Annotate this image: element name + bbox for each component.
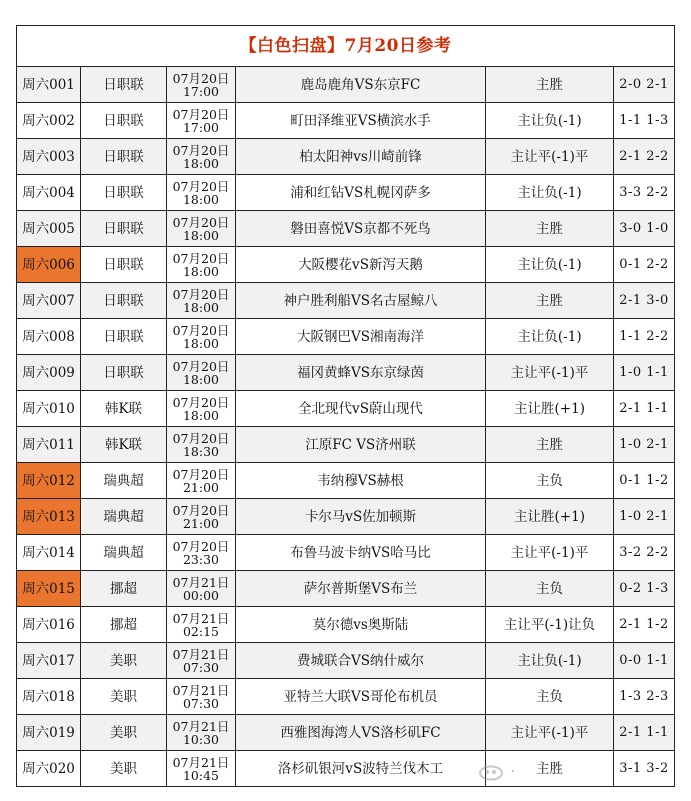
match-code: 周六020 [17,751,81,787]
match-code: 周六014 [17,535,81,571]
kickoff-cell [167,463,236,499]
kickoff-date: 07月21日 [172,610,230,626]
kickoff-date: 07月20日 [172,142,230,158]
match-teams: 神户胜利船VS名古屋鲸八 [236,283,486,319]
match-pick: 主让负(-1) [486,247,614,283]
kickoff-cell [167,67,236,103]
kickoff-cell [167,175,236,211]
kickoff-time: 18:30 [182,443,220,459]
match-code: 周六017 [17,643,81,679]
predicted-scores: 3-3 2-2 [614,175,675,211]
kickoff-date: 07月20日 [172,106,230,122]
table-row [17,463,675,499]
match-pick: 主负 [486,463,614,499]
kickoff-time: 18:00 [182,407,220,423]
match-pick: 主让负(-1) [486,175,614,211]
match-code: 周六004 [17,175,81,211]
kickoff-cell [167,499,236,535]
predicted-scores: 1-1 2-2 [614,319,675,355]
kickoff-time: 18:00 [182,335,220,351]
kickoff-date: 07月20日 [172,286,230,302]
match-pick: 主胜 [486,283,614,319]
match-teams: 韦纳穆VS赫根 [236,463,486,499]
match-teams: 洛杉矶银河vS波特兰伐木工 [236,751,486,787]
kickoff-time: 02:15 [182,623,220,639]
match-code: 周六010 [17,391,81,427]
kickoff-cell [167,715,236,751]
kickoff-cell [167,751,236,787]
match-teams: 卡尔马vS佐加顿斯 [236,499,486,535]
league-name: 美职 [81,643,167,679]
predicted-scores: 2-1 1-1 [614,391,675,427]
match-code: 周六006 [17,247,81,283]
kickoff-date: 07月20日 [172,430,230,446]
kickoff-date: 07月20日 [172,538,230,554]
match-code: 周六018 [17,679,81,715]
match-code: 周六007 [17,283,81,319]
predicted-scores: 3-2 2-2 [614,535,675,571]
kickoff-time: 18:00 [182,155,220,171]
match-teams: 西雅图海湾人VS洛杉矶FC [236,715,486,751]
match-pick: 主让胜(+1) [486,499,614,535]
match-pick: 主让平(-1)让负 [486,607,614,643]
kickoff-cell [167,607,236,643]
table-row [17,355,675,391]
kickoff-cell [167,139,236,175]
kickoff-date: 07月21日 [172,754,230,770]
predicted-scores: 1-1 1-3 [614,103,675,139]
predicted-scores: 2-1 2-2 [614,139,675,175]
predicted-scores: 2-1 1-2 [614,607,675,643]
kickoff-cell [167,103,236,139]
league-name: 日职联 [81,319,167,355]
predicted-scores: 3-0 1-0 [614,211,675,247]
match-teams: 莫尔德vs奥斯陆 [236,607,486,643]
kickoff-time: 10:45 [182,767,220,783]
match-code: 周六013 [17,499,81,535]
kickoff-date: 07月20日 [172,358,230,374]
league-name: 韩K联 [81,427,167,463]
match-teams: 费城联合VS纳什威尔 [236,643,486,679]
match-teams: 萨尔普斯堡VS布兰 [236,571,486,607]
match-teams: 大阪樱花vS新泻天鹅 [236,247,486,283]
kickoff-date: 07月20日 [172,178,230,194]
match-code: 周六003 [17,139,81,175]
league-name: 美职 [81,751,167,787]
kickoff-time: 18:00 [182,227,220,243]
kickoff-time: 10:30 [182,731,220,747]
predicted-scores: 2-1 1-1 [614,715,675,751]
match-code: 周六005 [17,211,81,247]
kickoff-time: 18:00 [182,371,220,387]
kickoff-time: 23:30 [182,551,220,567]
kickoff-date: 07月20日 [172,502,230,518]
match-code: 周六009 [17,355,81,391]
sheet-title: 【白色扫盘】7月20日参考 [17,26,675,67]
match-pick: 主让负(-1) [486,103,614,139]
kickoff-time: 07:30 [182,659,220,675]
league-name: 日职联 [81,283,167,319]
match-pick: 主胜 [486,751,614,787]
predicted-scores: 1-0 2-1 [614,427,675,463]
match-pick: 主让平(-1)平 [486,355,614,391]
kickoff-cell [167,247,236,283]
match-teams: 柏太阳神vs川崎前锋 [236,139,486,175]
match-teams: 鹿岛鹿角VS东京FC [236,67,486,103]
table-row [17,499,675,535]
match-pick: 主让平(-1)平 [486,139,614,175]
kickoff-cell [167,283,236,319]
league-name: 日职联 [81,103,167,139]
kickoff-time: 00:00 [182,587,220,603]
watermark-text: · [510,762,518,782]
kickoff-cell [167,535,236,571]
kickoff-cell [167,319,236,355]
kickoff-time: 18:00 [182,263,220,279]
kickoff-time: 07:30 [182,695,220,711]
match-pick: 主胜 [486,211,614,247]
kickoff-date: 07月20日 [172,394,230,410]
match-pick: 主胜 [486,427,614,463]
match-pick: 主胜 [486,67,614,103]
table-row [17,103,675,139]
kickoff-cell [167,427,236,463]
table-row [17,643,675,679]
kickoff-cell [167,355,236,391]
kickoff-date: 07月21日 [172,718,230,734]
table-row [17,319,675,355]
kickoff-cell [167,211,236,247]
kickoff-date: 07月20日 [172,250,230,266]
predicted-scores: 1-0 1-1 [614,355,675,391]
league-name: 日职联 [81,355,167,391]
kickoff-cell [167,643,236,679]
predicted-scores: 0-0 1-1 [614,643,675,679]
kickoff-date: 07月20日 [172,214,230,230]
table-row [17,427,675,463]
kickoff-date: 07月20日 [172,322,230,338]
match-teams: 福冈黄蜂VS东京绿茵 [236,355,486,391]
kickoff-time: 18:00 [182,299,220,315]
match-pick: 主让平(-1)平 [486,535,614,571]
match-teams: 全北现代vS蔚山现代 [236,391,486,427]
league-name: 挪超 [81,571,167,607]
tips-sheet [16,25,674,787]
match-pick: 主让负(-1) [486,643,614,679]
kickoff-date: 07月20日 [172,466,230,482]
table-row [17,607,675,643]
match-code: 周六019 [17,715,81,751]
league-name: 挪超 [81,607,167,643]
kickoff-time: 17:00 [182,119,220,135]
match-code: 周六016 [17,607,81,643]
league-name: 韩K联 [81,391,167,427]
match-teams: 大阪钢巴VS湘南海洋 [236,319,486,355]
table-row [17,535,675,571]
league-name: 日职联 [81,67,167,103]
kickoff-date: 07月21日 [172,574,230,590]
table-row [17,67,675,103]
table-row [17,139,675,175]
kickoff-date: 07月20日 [172,70,230,86]
match-code: 周六008 [17,319,81,355]
predicted-scores: 2-0 2-1 [614,67,675,103]
match-pick: 主负 [486,571,614,607]
league-name: 瑞典超 [81,463,167,499]
match-pick: 主负 [486,679,614,715]
league-name: 日职联 [81,175,167,211]
kickoff-date: 07月21日 [172,646,230,662]
match-teams: 浦和红钻VS札幌冈萨多 [236,175,486,211]
league-name: 日职联 [81,247,167,283]
match-teams: 江原FC VS济州联 [236,427,486,463]
predicted-scores: 1-0 2-1 [614,499,675,535]
league-name: 美职 [81,715,167,751]
predicted-scores: 1-3 2-3 [614,679,675,715]
table-row [17,175,675,211]
watermark [478,752,668,792]
league-name: 瑞典超 [81,535,167,571]
kickoff-date: 07月21日 [172,682,230,698]
tips-table [16,25,675,787]
table-row [17,391,675,427]
match-teams: 布鲁马波卡纳VS哈马比 [236,535,486,571]
match-code: 周六015 [17,571,81,607]
league-name: 日职联 [81,139,167,175]
kickoff-cell [167,571,236,607]
table-row [17,283,675,319]
kickoff-time: 21:00 [182,479,220,495]
match-code: 周六002 [17,103,81,139]
match-code: 周六012 [17,463,81,499]
match-code: 周六011 [17,427,81,463]
match-pick: 主让负(-1) [486,319,614,355]
table-row [17,715,675,751]
kickoff-cell [167,391,236,427]
title-row [17,26,675,67]
match-teams: 磐田喜悦VS京都不死鸟 [236,211,486,247]
predicted-scores: 3-1 3-2 [614,751,675,787]
kickoff-cell [167,679,236,715]
predicted-scores: 0-2 1-3 [614,571,675,607]
watermark-logo-icon [478,763,504,781]
predicted-scores: 2-1 3-0 [614,283,675,319]
table-row [17,679,675,715]
kickoff-time: 17:00 [182,83,220,99]
table-row [17,571,675,607]
match-code: 周六001 [17,67,81,103]
match-pick: 主让平(-1)平 [486,715,614,751]
predicted-scores: 0-1 1-2 [614,463,675,499]
match-teams: 町田泽维亚VS横滨水手 [236,103,486,139]
table-row [17,247,675,283]
match-teams: 亚特兰大联VS哥伦布机员 [236,679,486,715]
kickoff-time: 18:00 [182,191,220,207]
league-name: 瑞典超 [81,499,167,535]
table-row [17,211,675,247]
match-pick: 主让胜(+1) [486,391,614,427]
league-name: 日职联 [81,211,167,247]
predicted-scores: 0-1 2-2 [614,247,675,283]
kickoff-time: 21:00 [182,515,220,531]
league-name: 美职 [81,679,167,715]
